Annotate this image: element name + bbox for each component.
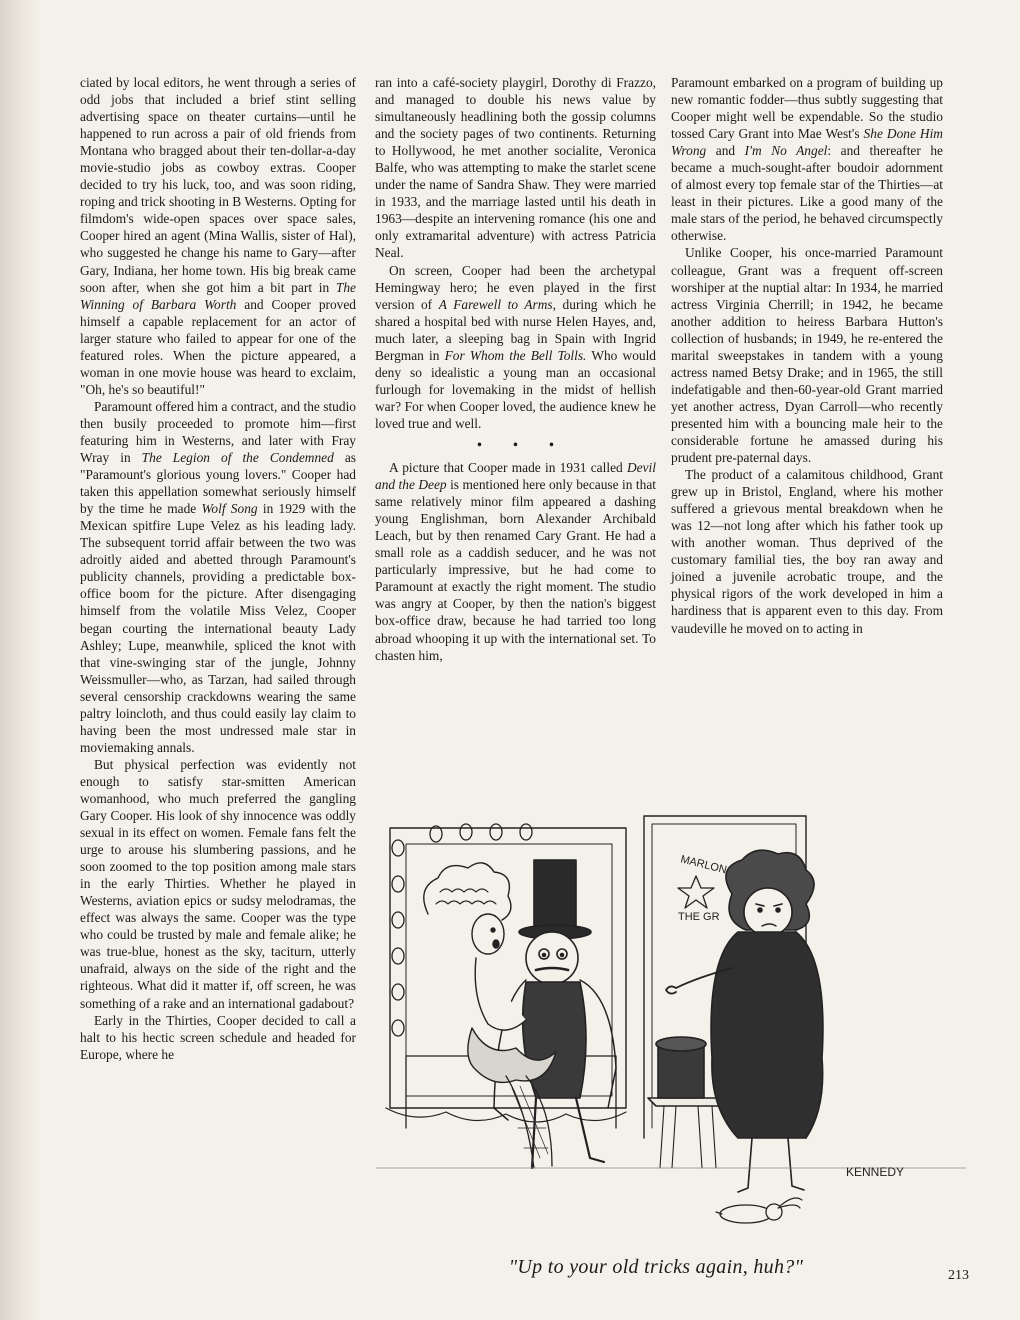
door-star-label-top: MARLON xyxy=(679,853,728,877)
film-title: The Winning of Barbara Worth xyxy=(80,279,356,312)
cartoon-illustration xyxy=(376,808,966,1248)
film-title: For Whom the Bell Tolls. xyxy=(444,347,587,363)
paragraph: ran into a café-society playgirl, Dorothy di Frazzo, and managed to double his news value by simultaneously headlining both the gossip columns and the society pages of two continents. Returning to Hollywood, he met another socialite, Veronica Balfe, who was attempting to make the starlet scene under the name of Sandra Shaw. They were married in 1933, and the marriage lasted until his death in 1963—despite an intervening romance (his one and only extramarital adventure) with actress Patricia Neal. xyxy=(375,75,656,261)
paragraph: Unlike Cooper, his once-married Paramount colleague, Grant was a frequent off-screen worshiper at the nuptial altar: In 1934, he married actress Virginia Cherrill; in 1942, he became another addition to heiress Barbara Hutton's collection of husbands; in 1949, he re-entered the marital sweepstakes in tandem with a young actress named Betsy Drake; and in 1965, the still indefatigable and then-60-year-old Grant married yet another actress, Dyan Carroll—who recently presented him with a bouncing male heir to the considerable fortune he amassed during his prudent pre-paternal days. xyxy=(671,245,943,466)
rabbit-on-floor xyxy=(716,1198,802,1223)
film-title: Wolf Song xyxy=(201,501,258,517)
text-column-middle xyxy=(375,74,656,664)
paragraph: Paramount embarked on a program of building up new romantic fodder—thus subtly suggesting that Cooper might well be expendable. So the studio tossed Cary Grant into Mae West's She Done Him Wrong and I'm No Angel: and thereafter he became a much-sought-after boudoir adornment of almost every top female star of the Thirties—at least in their pictures. Like a good many of the male stars of the period, he behaved circumspectly otherwise. xyxy=(671,75,944,244)
page-binding-shadow xyxy=(0,0,40,1320)
film-title: Devil and the Deep xyxy=(375,460,656,493)
film-title: The Legion of the Condemned xyxy=(141,450,334,466)
magician-top-hat xyxy=(534,860,576,932)
paragraph: ciated by local editors, he went through a series of odd jobs that included a brief stint selling advertising space on theater curtains—until he happened to run across a pair of old friends from Montana who bragged about their ten-dollar-a-day movie-studio jobs as cowboy extras. Cooper decided to try his luck, too, and was soon riding, roping and trick shooting in B Westerns. Opting for filmdom's wide-open spaces over space sales, Cooper hired an agent (Mina Wallis, sister of Hal), who suggested he change his name to Gary—after Gary, Indiana, her home town. His big break came soon after, when she got him a bit part in The Winning of Barbara Worth and Cooper proved himself a capable replacement for an actor of larger stature who failed to appear for one of the featured roles. When the picture appeared, a woman in one movie house was heard to exclaim, "Oh, he's so beautiful!" xyxy=(80,75,356,397)
paragraph: On screen, Cooper had been the archetypal Hemingway hero; he even played in the first version of A Farewell to Arms, during which he shared a hospital bed with nurse Helen Hayes, and, much later, a sleeping bag in Spain with Ingrid Bergman in For Whom the Bell Tolls. Who would deny so idealistic a young man an occasional furlough for lovemaking in the midst of hellish war? For when Cooper loved, the audience knew he loved true and well. xyxy=(375,262,657,431)
artist-signature: KENNEDY xyxy=(846,1165,905,1179)
star-icon xyxy=(678,876,714,908)
paragraph: The product of a calamitous childhood, Grant grew up in Bristol, England, where his mother suffered a grievous mental breakdown when he was 12—not long after which his father took up with another woman. Thus deprived of the customary familial ties, the boy ran away and joined a juvenile acrobatic troupe, and the physical rigors of the work developed in him a hardiness that is apparent even to this day. From vaudeville he moved on to acting in xyxy=(671,467,943,636)
door-star-label-bottom: THE GR xyxy=(678,911,720,923)
section-break: • • • xyxy=(477,436,568,452)
film-title: I'm No Angel xyxy=(744,143,828,159)
woman-in-fur-coat xyxy=(666,850,823,1192)
paragraph: Early in the Thirties, Cooper decided to call a halt to his hectic screen schedule and headed for Europe, where he xyxy=(80,1012,356,1062)
top-hat-prop xyxy=(658,1044,704,1098)
film-title: A Farewell to Arms, xyxy=(438,296,556,312)
paragraph: But physical perfection was evidently not enough to satisfy star-smitten American womanhood, who much preferred the gangling Gary Cooper. His look of shy innocence was oddly sexual in its effect on women. Female fans felt the urge to arouse his slumbering passions, and he soon zoomed to the top position among male stars in the early Thirties. Whether he played in Westerns, aviation epics or sudsy melodramas, the effect was always the same. Cooper was the type who could be trusted by male and female alike; he was true-blue, honest as the sky, taciturn, utterly unafraid, always on the side of the right and the righteous. What did it matter if, off screen, he was something of a rake and an international gadabout? xyxy=(80,756,356,1011)
text-column-right xyxy=(671,74,943,637)
paragraph: Paramount offered him a contract, and the studio then busily proceeded to promote him—first featuring him in Westerns, and later with Fray Wray in The Legion of the Condemned as "Paramount's glorious young lovers." Cooper had taken this appellation somewhat seriously himself by the time he made Wolf Song in 1929 with the Mexican spitfire Lupe Velez as his leading lady. The subsequent torrid affair between the two was adroitly aided and abetted through Paramount's publicity channels, providing a predictable box-office boom for the picture. After disengaging himself from the volatile Miss Velez, Cooper began courting the international beauty Lady Ashley; Lupe, meanwhile, spliced the knot with that vine-swinging star of the jungle, Johnny Weissmuller—who, as Tarzan, had sailed through several censorship crackdowns wearing the same paltry loincloth, and thus could easily lay claim to having been the most undressed male star in moviemaking annals. xyxy=(80,398,356,755)
film-title: She Done Him Wrong xyxy=(671,126,943,159)
magician-head xyxy=(526,932,578,984)
paragraph: A picture that Cooper made in 1931 called Devil and the Deep is mentioned here only because in that same relatively minor film appeared a dashing young Englishman, born Alexander Archibald Leach, but by then renamed Cary Grant. He had a small role as a caddish seducer, and he was not particularly impressive, but he had come to Paramount at exactly the right moment. The studio was angry at Cooper, by then the nation's biggest box-office draw, because he had tarried too long abroad whooping it up with the international set. To chasten him, xyxy=(375,460,656,663)
text-column-left xyxy=(80,74,356,1063)
cartoon-caption: "Up to your old tricks again, huh?" xyxy=(508,1256,804,1278)
page-number: 213 xyxy=(948,1268,969,1283)
